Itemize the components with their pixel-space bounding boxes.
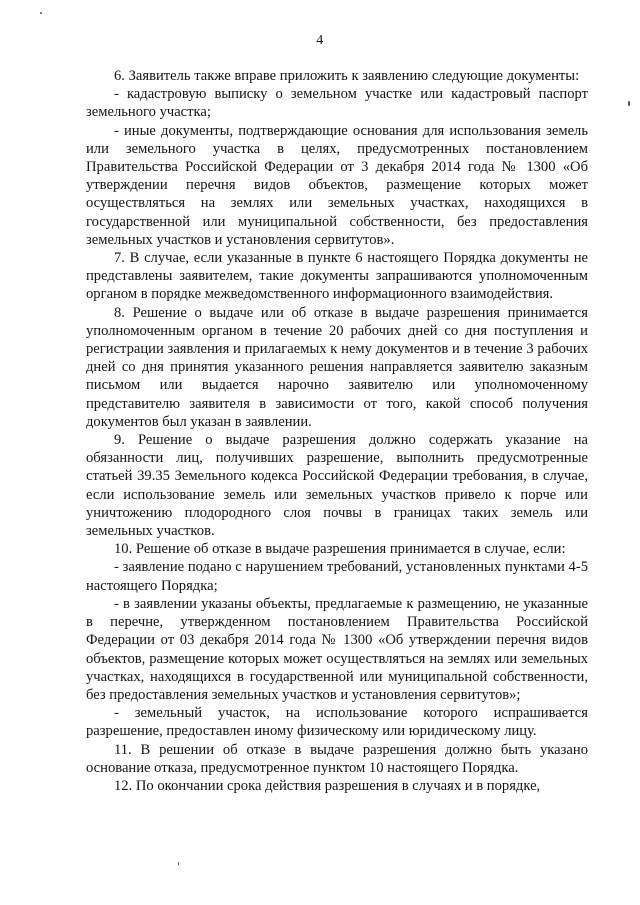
- scan-speck: [178, 862, 179, 865]
- paragraph-6: 6. Заявитель также вправе приложить к заявлению следующие документы:: [114, 68, 580, 84]
- paragraph-10-item-requirements: - заявление подано с нарушением требований, установленных пунктами 4-5 настоящего Порядка;: [86, 559, 588, 594]
- paragraph-11: 11. В решении об отказе в выдаче разрешения должно быть указано основание отказа, предусмотренное пунктом 10 настоящего Порядка.: [86, 741, 588, 776]
- paragraph-7: 7. В случае, если указанные в пункте 6 настоящего Порядка документы не представлены заявителем, такие документы запрашиваются уполномоченным органом в порядке межведомственного информационного взаимодействия.: [86, 250, 588, 303]
- paragraph-10-item-objects: - в заявлении указаны объекты, предлагаемые к размещению, не указанные в перечне, утвержденном постановлением Правительства Российской Федерации от 03 декабря 2014 года № 1300 «Об утверждении перечня видов объектов, размещение которых может осуществляться на землях или земельных участках, находящихся в государственной или муниципальной собственности, без предоставления земельных участков и установления сервитутов»;: [86, 595, 588, 703]
- paragraph-6-item-other-documents: - иные документы, подтверждающие основания для использования земель или земельного участка в целях, предусмотренных постановлением Правительства Российской Федерации от 3 декабря 2014 года № 1300 «Об утверждении перечня видов объектов, размещение которых может осуществляться на землях или земельных участках, находящихся в государственной или муниципальной собственности, без предоставления земельных участков и установления сервитутов».: [86, 122, 588, 248]
- paragraph-8: 8. Решение о выдаче или об отказе в выдаче разрешения принимается уполномоченным органом в течение 20 рабочих дней со дня поступления и регистрации заявления и прилагаемых к нему документов и в течение 3 рабочих дней со дня принятия указанного решения направляется заявителю заказным письмом или выдается нарочно заявителю или уполномоченному представителю заявителя в зависимости от того, какой способ получения документов был указан в заявлении.: [86, 304, 588, 430]
- scan-speck: [40, 12, 42, 14]
- paragraph-9: 9. Решение о выдаче разрешения должно содержать указание на обязанности лиц, получивших разрешение, выполнить предусмотренные статьей 39.35 Земельного кодекса Российской Федерации требования, в случае, если использование земель или земельных участков привело к порче или уничтожению плодородного слоя почвы в границах таких земель или земельных участков.: [86, 432, 588, 540]
- scan-speck: [628, 101, 630, 106]
- document-body: [86, 67, 588, 795]
- paragraph-6-item-cadastral: - кадастровую выписку о земельном участке или кадастровый паспорт земельного участка;: [86, 86, 588, 121]
- paragraph-10-item-land-plot: - земельный участок, на использование которого испрашивается разрешение, предоставлен иному физическому или юридическому лицу.: [86, 705, 588, 740]
- paragraph-12: 12. По окончании срока действия разрешения в случаях и в порядке,: [114, 777, 541, 794]
- paragraph-10: 10. Решение об отказе в выдаче разрешения принимается в случае, если:: [114, 541, 566, 558]
- page-number: 4: [316, 33, 324, 48]
